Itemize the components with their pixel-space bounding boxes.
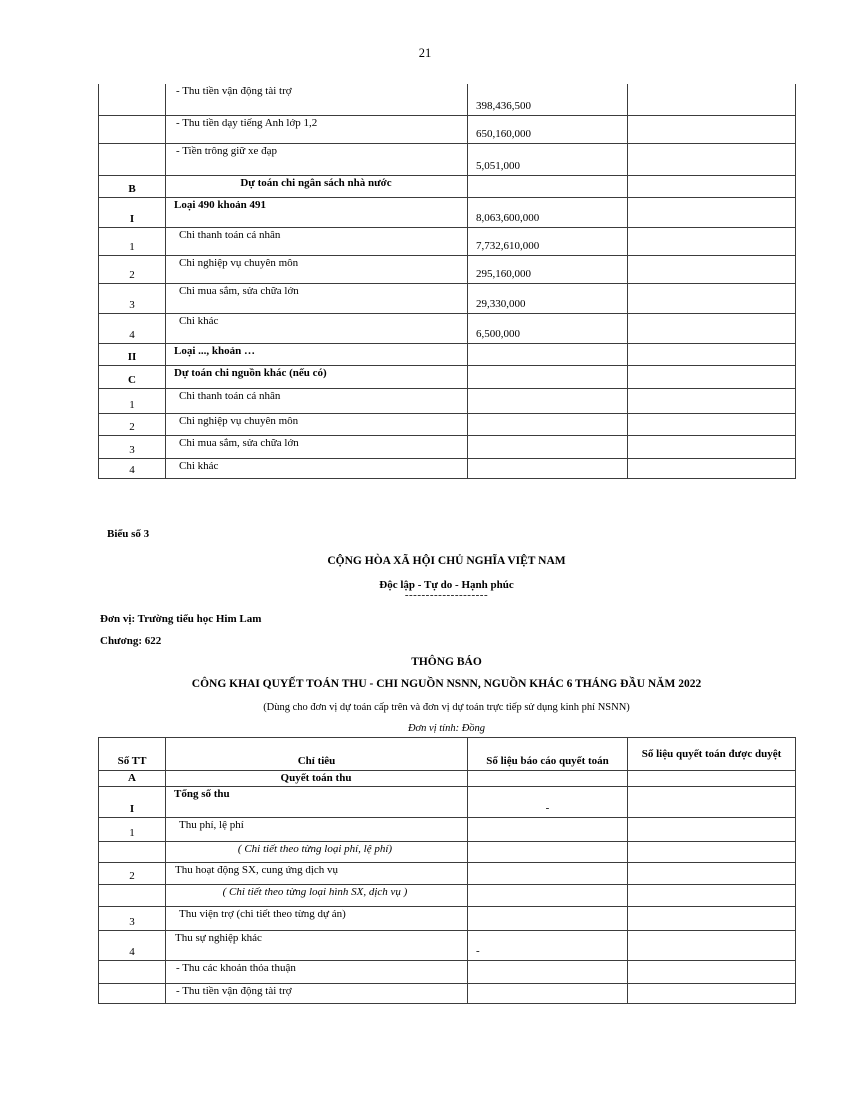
row-label-cell: Thu hoạt động SX, cung ứng dịch vụ [166,863,468,885]
table-row [99,435,796,458]
table-row [99,907,796,931]
row-label-cell: Tổng số thu [166,787,468,818]
row-id-cell [99,84,166,115]
row-approved-cell [628,931,796,961]
row-approved-cell [628,458,796,478]
row-approved-cell [628,255,796,283]
row-label-cell: Dự toán chi nguồn khác (nếu có) [166,365,468,388]
row-value-cell: 398,436,500 [468,84,628,115]
row-value-cell: 5,051,000 [468,143,628,175]
col-reported-header: Số liệu báo cáo quyết toán [468,738,628,771]
row-approved-cell [628,197,796,227]
row-id-cell: 3 [99,283,166,313]
row-id-cell: 4 [99,313,166,343]
row-id-cell [99,961,166,984]
row-id-cell: 2 [99,863,166,885]
row-label-cell: ( Chi tiết theo từng loại phí, lệ phí) [166,842,468,863]
table-row [99,255,796,283]
row-id-cell: B [99,175,166,197]
budget-table-continued [98,84,796,479]
row-label-cell: Chi mua sắm, sửa chữa lớn [166,435,468,458]
row-id-cell: 3 [99,435,166,458]
table-row [99,343,796,365]
row-id-cell: I [99,197,166,227]
table-row [99,863,796,885]
row-id-cell: 1 [99,227,166,255]
row-id-cell [99,115,166,143]
row-approved-cell [628,413,796,435]
row-reported-cell [468,818,628,842]
motto-divider: -------------------- [404,589,489,601]
row-label-cell: Dự toán chi ngân sách nhà nước [166,175,468,197]
notice-scope: (Dùng cho đơn vị dự toán cấp trên và đơn vị dự toán trực tiếp sử dụng kinh phí NSNN) [263,702,630,713]
row-approved-cell [628,842,796,863]
row-approved-cell [628,961,796,984]
row-label-cell: - Thu tiền vận động tài trợ [166,84,468,115]
row-label-cell: - Thu tiền vận động tài trợ [166,984,468,1004]
table-row [99,984,796,1004]
row-id-cell [99,143,166,175]
table-row [99,818,796,842]
row-id-cell: 2 [99,255,166,283]
row-label-cell: Chi thanh toán cá nhân [166,388,468,413]
row-value-cell: 6,500,000 [468,313,628,343]
row-label-cell: Chi khác [166,458,468,478]
row-value-cell: 29,330,000 [468,283,628,313]
row-label-cell: - Thu các khoản thỏa thuận [166,961,468,984]
table-row [99,931,796,961]
row-value-cell: 8,063,600,000 [468,197,628,227]
form-number: Biểu số 3 [107,528,150,540]
table-row [99,115,796,143]
row-label-cell: - Tiền trông giữ xe đạp [166,143,468,175]
table-row [99,842,796,863]
row-id-cell [99,885,166,907]
row-approved-cell [628,787,796,818]
col-approved-header: Số liệu quyết toán được duyệt [628,738,796,771]
row-label-cell: Chi thanh toán cá nhân [166,227,468,255]
row-id-cell: C [99,365,166,388]
row-label-cell: Thu phí, lệ phí [166,818,468,842]
row-id-cell: A [99,771,166,787]
row-approved-cell [628,818,796,842]
col-target-header: Chỉ tiêu [166,738,468,771]
row-label-cell: Thu viện trợ (chi tiết theo từng dự án) [166,907,468,931]
row-reported-cell: - [468,787,628,818]
row-approved-cell [628,283,796,313]
table-row [99,885,796,907]
row-approved-cell [628,313,796,343]
row-approved-cell [628,984,796,1004]
row-id-cell [99,842,166,863]
table-row [99,388,796,413]
table-row [99,143,796,175]
row-reported-cell [468,842,628,863]
row-id-cell: 4 [99,458,166,478]
row-approved-cell [628,435,796,458]
row-reported-cell [468,885,628,907]
row-id-cell [99,984,166,1004]
row-label-cell: - Thu tiền dạy tiếng Anh lớp 1,2 [166,115,468,143]
row-id-cell: 4 [99,931,166,961]
table-row [99,227,796,255]
row-id-cell: I [99,787,166,818]
row-id-cell: 1 [99,818,166,842]
row-label-cell: ( Chi tiết theo từng loại hình SX, dịch vụ ) [166,885,468,907]
row-label-cell: Chi khác [166,313,468,343]
row-approved-cell [628,365,796,388]
table-row [99,787,796,818]
table-row [99,365,796,388]
row-approved-cell [628,143,796,175]
row-approved-cell [628,907,796,931]
table-row [99,283,796,313]
row-label-cell: Thu sự nghiệp khác [166,931,468,961]
row-id-cell: II [99,343,166,365]
row-value-cell [468,365,628,388]
chapter-number: Chương: 622 [100,635,162,647]
row-approved-cell [628,771,796,787]
table-row [99,313,796,343]
table-row [99,413,796,435]
national-motto: Độc lập - Tự do - Hạnh phúc [379,579,514,591]
row-approved-cell [628,84,796,115]
row-value-cell: 295,160,000 [468,255,628,283]
table-row [99,175,796,197]
row-approved-cell [628,343,796,365]
national-title: CỘNG HÒA XÃ HỘI CHỦ NGHĨA VIỆT NAM [327,555,566,567]
row-label-cell: Chi mua sắm, sửa chữa lớn [166,283,468,313]
row-label-cell: Quyết toán thu [166,771,468,787]
row-reported-cell [468,961,628,984]
notice-subject: CÔNG KHAI QUYẾT TOÁN THU - CHI NGUỒN NSNN, NGUỒN KHÁC 6 THÁNG ĐẦU NĂM 2022 [191,678,702,690]
table-header-row [99,738,796,771]
row-approved-cell [628,885,796,907]
row-id-cell: 1 [99,388,166,413]
row-approved-cell [628,388,796,413]
table-row [99,197,796,227]
row-reported-cell: - [468,931,628,961]
settlement-table [98,737,796,1004]
table-row [99,458,796,478]
row-approved-cell [628,863,796,885]
row-label-cell: Loại ..., khoản … [166,343,468,365]
row-label-cell: Chi nghiệp vụ chuyên môn [166,255,468,283]
row-reported-cell [468,907,628,931]
row-id-cell: 3 [99,907,166,931]
notice-title: THÔNG BÁO [411,656,482,668]
row-reported-cell [468,771,628,787]
col-stt-header: Số TT [99,738,166,771]
table-row [99,771,796,787]
row-value-cell [468,413,628,435]
table-row [99,961,796,984]
row-value-cell [468,435,628,458]
row-approved-cell [628,227,796,255]
row-value-cell [468,388,628,413]
row-value-cell: 7,732,610,000 [468,227,628,255]
row-label-cell: Chi nghiệp vụ chuyên môn [166,413,468,435]
row-value-cell: 650,160,000 [468,115,628,143]
unit-of-measure: Đơn vị tính: Đồng [407,723,486,734]
row-label-cell: Loại 490 khoản 491 [166,197,468,227]
page-number: 21 [418,46,432,60]
row-reported-cell [468,863,628,885]
row-approved-cell [628,115,796,143]
row-value-cell [468,175,628,197]
row-value-cell [468,458,628,478]
row-approved-cell [628,175,796,197]
table-row [99,84,796,115]
row-value-cell [468,343,628,365]
row-reported-cell [468,984,628,1004]
unit-name: Đơn vị: Trường tiểu học Him Lam [100,613,262,625]
row-id-cell: 2 [99,413,166,435]
